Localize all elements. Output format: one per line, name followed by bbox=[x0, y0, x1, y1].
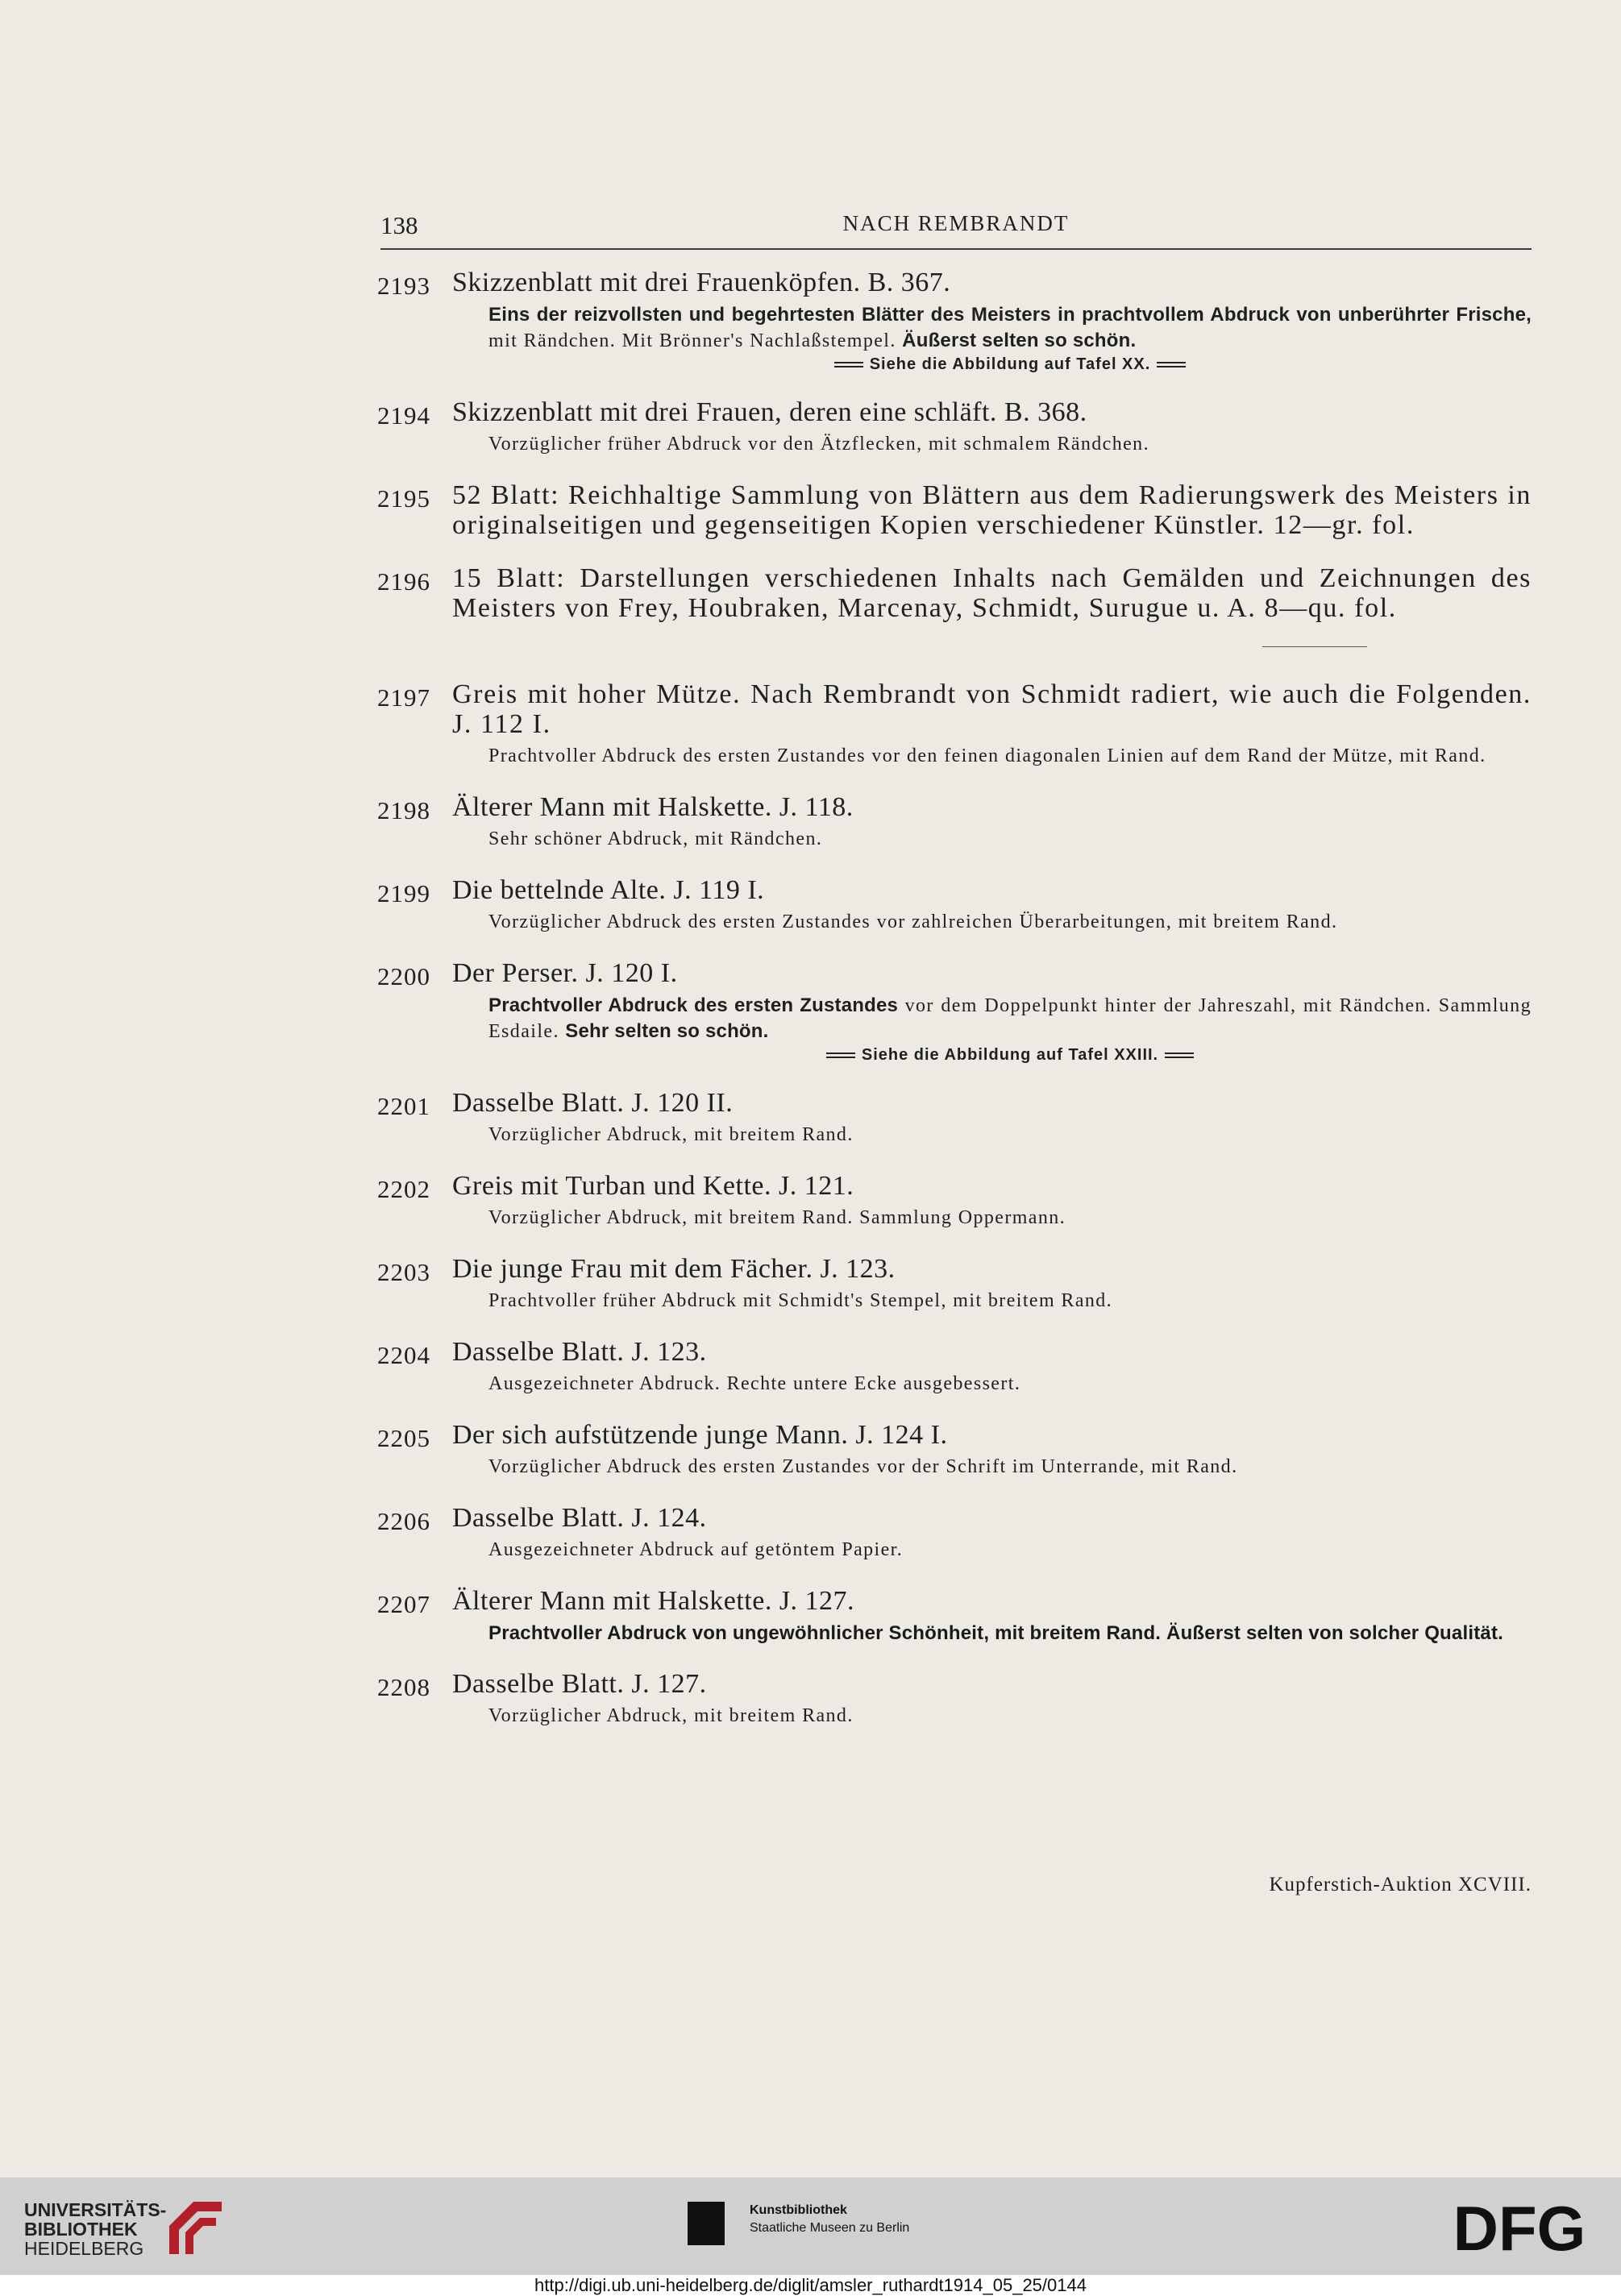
heidelberg-library-logo-text bbox=[24, 2200, 166, 2258]
catalogue-entry bbox=[377, 1420, 1532, 1480]
entry-number: 2193 bbox=[377, 272, 430, 300]
catalogue-entry bbox=[377, 1088, 1532, 1148]
kb-line-1: Kunstbibliothek bbox=[750, 2203, 847, 2217]
kb-line-2: Staatliche Museen zu Berlin bbox=[750, 2221, 910, 2235]
uni-line-3: HEIDELBERG bbox=[24, 2238, 144, 2259]
entry-number: 2194 bbox=[377, 401, 430, 430]
heidelberg-library-logo-icon bbox=[161, 2194, 229, 2261]
entry-title: Skizzenblatt mit drei Frauen, deren eine schläft. B. 368. bbox=[452, 397, 1087, 427]
entry-note: Sehr schöner Abdruck, mit Rändchen. bbox=[488, 828, 823, 849]
entry-title: Die bettelnde Alte. J. 119 I. bbox=[452, 875, 765, 905]
uni-line-2: BIBLIOTHEK bbox=[24, 2219, 138, 2240]
entry-note: Vorzüglicher Abdruck, mit breitem Rand. bbox=[488, 1705, 854, 1726]
entry-note bbox=[488, 302, 1532, 354]
page-url[interactable]: http://digi.ub.uni-heidelberg.de/diglit/amsler_ruthardt1914_05_25/0144 bbox=[0, 2275, 1621, 2296]
uni-line-1: UNIVERSITÄTS- bbox=[24, 2199, 167, 2220]
entry-note: Vorzüglicher früher Abdruck vor den Ätzflecken, mit schmalem Rändchen. bbox=[488, 434, 1149, 455]
entry-note bbox=[488, 993, 1532, 1044]
double-rule bbox=[826, 1053, 855, 1058]
dfg-logo-icon bbox=[1443, 2197, 1596, 2257]
entry-note: Ausgezeichneter Abdruck. Rechte untere Ecke ausgebessert. bbox=[488, 1373, 1021, 1394]
entry-title: Dasselbe Blatt. J. 124. bbox=[452, 1503, 707, 1533]
library-banner bbox=[0, 2178, 1621, 2275]
double-rule bbox=[1157, 362, 1186, 367]
auction-footer-note: Kupferstich-Auktion XCVIII. bbox=[1269, 1874, 1532, 1895]
entry-note-bold: Äußerst selten so schön. bbox=[902, 330, 1137, 351]
entry-note: Vorzüglicher Abdruck, mit breitem Rand. bbox=[488, 1124, 854, 1145]
catalogue-entries bbox=[377, 268, 1532, 1752]
entry-title: Älterer Mann mit Halskette. J. 127. bbox=[452, 1586, 855, 1616]
plate-reference-text: Siehe die Abbildung auf Tafel XX. bbox=[869, 355, 1151, 373]
entry-number: 2203 bbox=[377, 1258, 430, 1286]
entry-number: 2199 bbox=[377, 879, 430, 907]
entry-title: 15 Blatt: Darstellungen verschiedenen Inhalts nach Gemälden und Zeichnungen des Meisters von Frey, Houbraken, Marcenay, Schmidt, Surugue u. A. 8—qu. fol. bbox=[452, 563, 1532, 623]
entry-title: Älterer Mann mit Halskette. J. 118. bbox=[452, 792, 854, 822]
entry-note: Ausgezeichneter Abdruck auf getöntem Papier. bbox=[488, 1539, 904, 1560]
entry-number: 2197 bbox=[377, 683, 430, 712]
entry-number: 2201 bbox=[377, 1092, 430, 1120]
catalogue-entry bbox=[377, 1171, 1532, 1231]
entry-title: Dasselbe Blatt. J. 123. bbox=[452, 1337, 707, 1367]
entry-note-text: vor dem Doppelpunkt hinter der Jahreszahl, mit Rändchen. Sammlung Esdaile. bbox=[488, 995, 1532, 1042]
entry-title: Dasselbe Blatt. J. 120 II. bbox=[452, 1088, 734, 1118]
double-rule bbox=[834, 362, 863, 367]
entry-title: 52 Blatt: Reichhaltige Sammlung von Blättern aus dem Radierungswerk des Meisters in originalseitigen und gegenseitigen Kopien verschiedener Künstler. 12—gr. fol. bbox=[452, 480, 1532, 540]
entry-title: Greis mit hoher Mütze. Nach Rembrandt von Schmidt radiert, wie auch die Folgenden. J. 112 I. bbox=[452, 679, 1532, 739]
catalogue-entry bbox=[377, 480, 1532, 540]
catalogue-entry bbox=[377, 958, 1532, 1065]
kunstbibliothek-text bbox=[750, 2202, 909, 2237]
entry-number: 2207 bbox=[377, 1590, 430, 1618]
catalogue-entry bbox=[377, 268, 1532, 374]
entry-title: Skizzenblatt mit drei Frauenköpfen. B. 367. bbox=[452, 268, 951, 297]
catalogue-entry bbox=[377, 875, 1532, 935]
entry-note: Vorzüglicher Abdruck des ersten Zustandes vor zahlreichen Überarbeitungen, mit breitem Rand. bbox=[488, 911, 1338, 932]
catalogue-entry bbox=[377, 563, 1532, 623]
plate-reference bbox=[488, 355, 1532, 374]
section-divider bbox=[1262, 646, 1367, 647]
entry-note-bold: Sehr selten so schön. bbox=[565, 1020, 769, 1042]
page-number: 138 bbox=[380, 211, 418, 239]
entry-note bbox=[488, 1621, 1532, 1646]
entry-title: Der Perser. J. 120 I. bbox=[452, 958, 678, 988]
entry-number: 2206 bbox=[377, 1507, 430, 1535]
entry-title: Die junge Frau mit dem Fächer. J. 123. bbox=[452, 1254, 896, 1284]
entry-number: 2195 bbox=[377, 484, 430, 513]
double-rule bbox=[1165, 1053, 1194, 1058]
entry-number: 2208 bbox=[377, 1673, 430, 1701]
entry-note-text: mit Rändchen. Mit Brönner's Nachlaßstempel. bbox=[488, 330, 903, 351]
catalogue-entry bbox=[377, 1254, 1532, 1314]
entry-number: 2196 bbox=[377, 567, 430, 596]
catalogue-entry bbox=[377, 679, 1532, 769]
catalogue-entry bbox=[377, 792, 1532, 852]
entry-number: 2205 bbox=[377, 1424, 430, 1452]
entry-number: 2202 bbox=[377, 1175, 430, 1203]
entry-note-bold: Eins der reizvollsten und begehrtesten Blätter des Meisters in prachtvollem Abdruck von unberührter Frische, bbox=[488, 304, 1532, 326]
plate-reference-text: Siehe die Abbildung auf Tafel XXIII. bbox=[861, 1046, 1159, 1064]
plate-reference bbox=[488, 1046, 1532, 1065]
catalogue-entry bbox=[377, 1586, 1532, 1646]
running-title: NACH REMBRANDT bbox=[842, 211, 1070, 235]
catalogue-entry bbox=[377, 397, 1532, 457]
entry-title: Dasselbe Blatt. J. 127. bbox=[452, 1669, 707, 1699]
entry-note: Vorzüglicher Abdruck des ersten Zustandes vor der Schrift im Unterrande, mit Rand. bbox=[488, 1456, 1238, 1477]
entry-number: 2200 bbox=[377, 962, 430, 990]
catalogue-entry bbox=[377, 1337, 1532, 1397]
entry-note-bold: Prachtvoller Abdruck von ungewöhnlicher Schönheit, mit breitem Rand. Äußerst selten von solcher Qualität. bbox=[488, 1622, 1504, 1644]
catalogue-entry bbox=[377, 1669, 1532, 1729]
entry-title: Der sich aufstützende junge Mann. J. 124 I. bbox=[452, 1420, 948, 1450]
entry-note: Prachtvoller Abdruck des ersten Zustandes vor den feinen diagonalen Linien auf dem Rand der Mütze, mit Rand. bbox=[488, 745, 1486, 766]
entry-number: 2198 bbox=[377, 796, 430, 824]
entry-title: Greis mit Turban und Kette. J. 121. bbox=[452, 1171, 854, 1201]
entry-note: Vorzüglicher Abdruck, mit breitem Rand. Sammlung Oppermann. bbox=[488, 1207, 1066, 1228]
entry-note-bold: Prachtvoller Abdruck des ersten Zustandes bbox=[488, 994, 899, 1016]
dfg-logo-text: DFG bbox=[1453, 2197, 1586, 2257]
catalogue-entry bbox=[377, 1503, 1532, 1563]
entry-note: Prachtvoller früher Abdruck mit Schmidt's Stempel, mit breitem Rand. bbox=[488, 1290, 1113, 1311]
running-head bbox=[380, 208, 1532, 250]
entry-number: 2204 bbox=[377, 1341, 430, 1369]
kunstbibliothek-logo-icon bbox=[688, 2202, 725, 2245]
